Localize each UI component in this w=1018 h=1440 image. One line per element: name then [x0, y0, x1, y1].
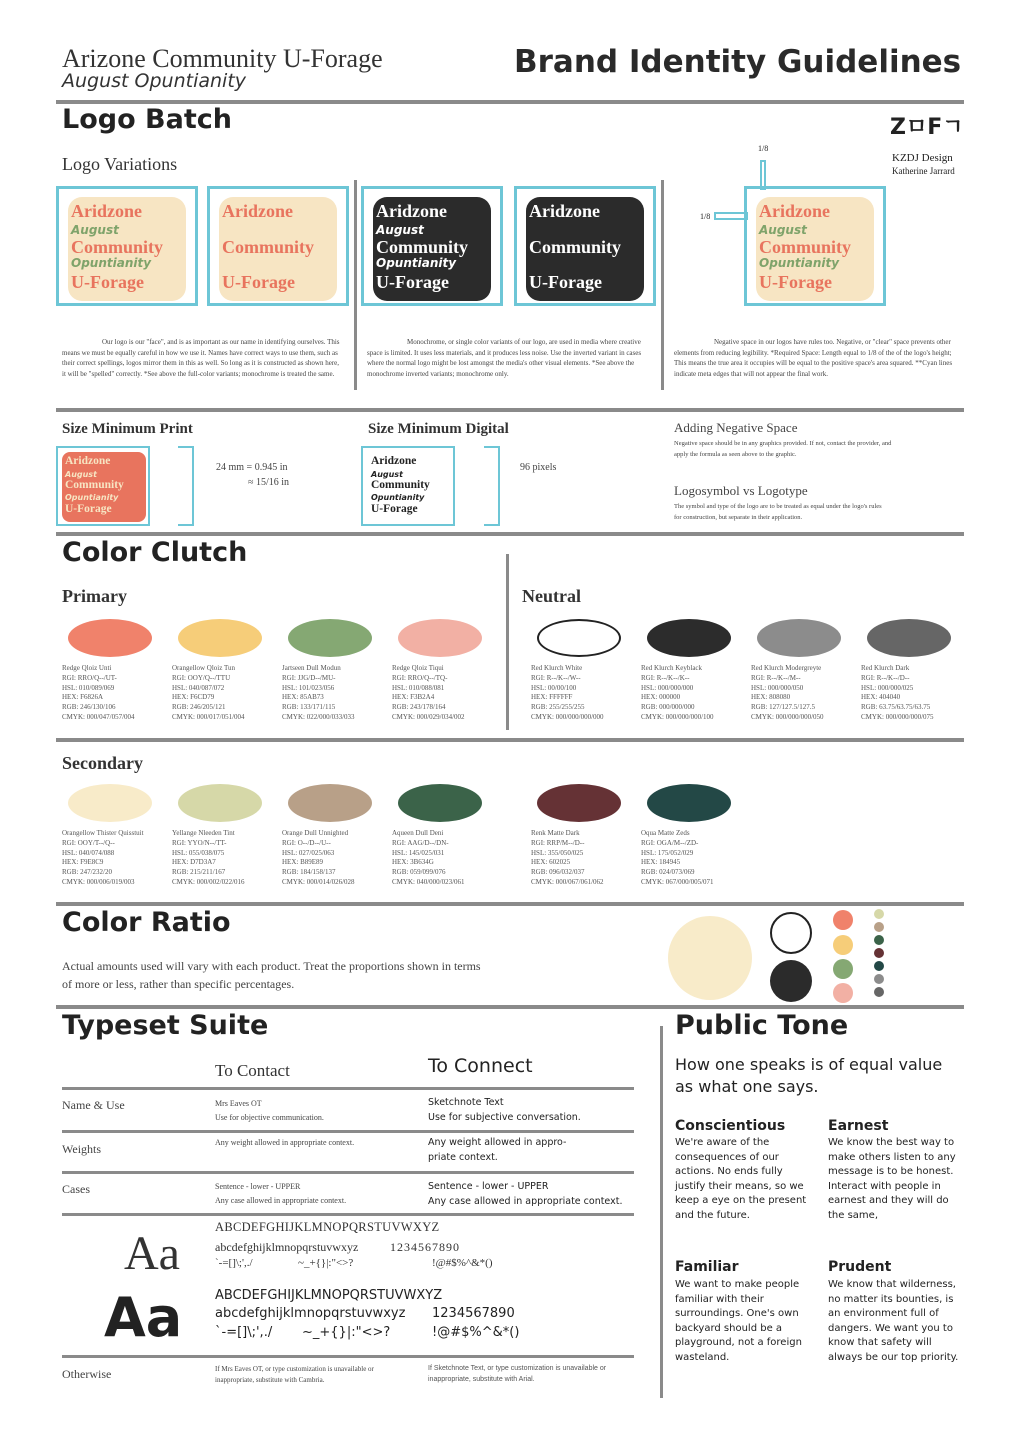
primary-swatch-2 [288, 619, 372, 657]
logo-color-text: Our logo is our "face", and is as important as our name in identifying ourselves. This means we must be equally careful in how we use it. Names have correct ways to use them, such as their correct spellings, logos mirror them in this as well. So long as it is constructed as shown here, it will be "spelled" correctly. *See above the full-color variants; monochrome is treated the same. [62, 338, 340, 378]
designer-name: KZDJ Design [892, 152, 953, 164]
logo-monochrome-logotype: Aridzone Community U-Forage [514, 186, 656, 306]
type-other-label: Otherwise [62, 1367, 112, 1381]
size-print-value-1: 24 mm = 0.945 in [216, 462, 288, 473]
brand-name: Arizone Community U-Forage [62, 44, 383, 73]
type-row-b2-0: Use for subjective conversation. [428, 1112, 581, 1123]
measure-left-marker [714, 212, 748, 220]
section-title-color: Color Clutch [62, 537, 248, 568]
logo-vs-text: The symbol and type of the logo are to be treated as equal under the logo's rules for construction, but separate in their application. [674, 503, 882, 521]
tone-title-2: Familiar [675, 1259, 739, 1275]
type-row-label-0: Name & Use [62, 1098, 125, 1112]
serif-nums: 1234567890 [390, 1240, 460, 1254]
divider [62, 1130, 634, 1133]
brand-tagline: August Opuntianity [62, 70, 247, 92]
logo-space-text: Negative space in our logos have rules too. Negative, or "clear" space prevents other elements from reducing legibility. *Required Space: Length equal to 1/8 of the of the logo's height; This means the true area it occupies will be equal to the positive space's area squared. **Cyan lines indicate meta edges that will not appear the final work. [674, 338, 953, 378]
primary-swatch-label-0: Redge Qloiz Unti RGI: RRO/Q--/UT- HSL: 010/089/069 HEX: F6826A RGB: 246/130/106 CMYK: 000/047/057/004 [62, 664, 135, 721]
ratio-dot-4 [833, 983, 853, 1003]
divider [62, 1355, 634, 1358]
secondary-swatch-2 [288, 784, 372, 822]
ratio-dot-cream [668, 916, 752, 1000]
type-other-b: If Sketchnote Text, or type customization is unavailable or inappropriate, substitute with Arial. [428, 1365, 607, 1383]
type-other-a: If Mrs Eaves OT, or type customization is unavailable or inappropriate, substitute with Cambria. [215, 1365, 374, 1384]
type-row-label-1: Weights [62, 1142, 102, 1156]
ratio-dot-1 [833, 910, 853, 930]
serif-lower: abcdefghijklmnopqrstuvwxyz [215, 1240, 359, 1254]
neutral-swatch-label-2: Red Klurch Modergreyte RGI: R--/K--/M-- HSL: 000/000/050 HEX: 808080 RGB: 127/127.5/127.5 CMYK: 000/000/000/050 [751, 664, 824, 721]
tone-title-0: Conscientious [675, 1118, 786, 1134]
designer-mark: ZㅁFㄱ [890, 115, 964, 140]
serif-upper: ABCDEFGHIJKLMNOPQRSTUVWXYZ [215, 1220, 440, 1234]
ratio-dot-5 [874, 909, 884, 919]
type-row-b1-2: Sentence - lower - UPPER [428, 1181, 549, 1192]
divider [56, 738, 964, 742]
neutral-title: Neutral [522, 586, 581, 606]
size-bracket-digital [484, 446, 500, 526]
divider [661, 180, 664, 390]
size-digital-value: 96 pixels [520, 462, 557, 473]
type-row-a1-2: Sentence - lower - UPPER [215, 1182, 301, 1191]
neutral-swatch-3 [867, 619, 951, 657]
primary-swatch-3 [398, 619, 482, 657]
serif-sym1: `-=[]\;',./ [215, 1257, 253, 1269]
tone-text-1: We know the best way to make others listen to any message is to be honest. Interact with people in earnest and they will do the same, [828, 1137, 956, 1221]
divider [56, 532, 964, 536]
sans-lower: abcdefghijklmnopqrstuvwxyz [215, 1306, 406, 1321]
primary-swatch-1 [178, 619, 262, 657]
divider [62, 1213, 634, 1216]
sans-nums: 1234567890 [432, 1306, 515, 1321]
type-row-b2-1: priate context. [428, 1152, 498, 1163]
type-row-b1-1: Any weight allowed in appro- [428, 1137, 567, 1148]
tone-lead: How one speaks is of equal value as what one says. [675, 1055, 943, 1096]
ratio-dot-white [770, 912, 812, 954]
sans-sym2: ~_+{}|:"<>? [302, 1325, 391, 1340]
serif-sym3: !@#$%^&*() [432, 1257, 493, 1269]
ratio-dot-3 [833, 959, 853, 979]
ratio-dot-10 [874, 974, 884, 984]
secondary-swatch-label-4: Renk Matte Dark RGI: RRP/M--/D-- HSL: 355/050/025 HEX: 602025 RGB: 096/032/037 CMYK: 000/067/061/062 [531, 829, 604, 886]
type-row-b1-0: Sketchnote Text [428, 1097, 504, 1108]
tone-text-2: We want to make people familiar with their surroundings. One's own backyard should be a playground, not a foreign wasteland. [675, 1279, 802, 1363]
secondary-swatch-3 [398, 784, 482, 822]
primary-swatch-label-1: Orangellow Qloiz Tun RGI: OOY/Q--/TTU HSL: 040/087/072 HEX: F6CD79 RGB: 246/205/121 CMYK: 000/017/051/004 [172, 664, 245, 721]
type-row-label-2: Cases [62, 1182, 90, 1196]
divider [62, 1171, 634, 1174]
logo-mono-text: Monochrome, or single color variants of our logo, are used in media where creative space is limited. It uses less materials, and it produces less noise. Use the inverted variant in cases where the normal logo might be lost amongst the media's other visual elements. *See above the monochrome inverted variants; monochrome only. [367, 338, 642, 378]
type-row-a1-1: Any weight allowed in appropriate context. [215, 1138, 355, 1147]
logo-logotype: Aridzone Community U-Forage [207, 186, 349, 306]
primary-swatch-label-2: Jartseen Dull Modun RGI: JJG/D--/MU- HSL: 101/023/056 HEX: 85AB73 RGB: 133/171/115 CMYK: 022/000/033/033 [282, 664, 355, 721]
ratio-dot-8 [874, 948, 884, 958]
type-row-a1-0: Mrs Eaves OT [215, 1099, 262, 1108]
designer-person: Katherine Jarrard [892, 166, 955, 176]
logo-vs-title: Logosymbol vs Logotype [674, 483, 808, 498]
secondary-title: Secondary [62, 753, 143, 773]
sans-sym1: `-=[]\;',./ [215, 1325, 273, 1340]
section-title-tone: Public Tone [675, 1010, 849, 1041]
ratio-dot-11 [874, 987, 884, 997]
neutral-swatch-label-1: Red Klurch Keyblack RGI: R--/K--/K-- HSL: 000/000/000 HEX: 000000 RGB: 000/000/000 CMYK: 000/000/000/100 [641, 664, 714, 721]
divider [660, 1026, 663, 1398]
section-title-logo: Logo Batch [62, 104, 232, 135]
secondary-swatch-0 [68, 784, 152, 822]
ratio-dot-black [770, 960, 812, 1002]
divider [56, 408, 964, 412]
logo-small-print: Aridzone August Community Opuntianity U-Forage [56, 446, 150, 526]
ratio-text: Actual amounts used will vary with each product. Treat the proportions shown in terms of more or less, rather than specific percentages. [62, 959, 481, 991]
primary-title: Primary [62, 586, 127, 606]
ratio-dot-9 [874, 961, 884, 971]
divider [56, 1005, 964, 1009]
primary-swatch-label-3: Redge Qloiz Tiqui RGI: RRO/Q--/TQ- HSL: 010/088/081 HEX: F3B2A4 RGB: 243/178/164 CMYK: 000/029/034/002 [392, 664, 465, 721]
tone-text-0: We're aware of the consequences of our actions. No ends fully justify their means, so we keep a eye on the present and the future. [675, 1137, 807, 1221]
size-bracket-print [178, 446, 194, 526]
type-sample-sans: Aa [104, 1286, 183, 1349]
divider [62, 1087, 634, 1090]
section-title-type: Typeset Suite [62, 1010, 269, 1041]
tone-text-3: We know that wilderness, no matter its bounties, is an environment full of dangers. We want you to know that safety will always be our top priority. [828, 1279, 959, 1363]
secondary-swatch-1 [178, 784, 262, 822]
secondary-swatch-label-3: Aqueen Dull Deni RGI: AAG/D--/DN- HSL: 145/025/031 HEX: 3B634G RGB: 059/099/076 CMYK: 040/000/023/061 [392, 829, 465, 886]
size-print-title: Size Minimum Print [62, 421, 193, 437]
divider [56, 902, 964, 906]
secondary-swatch-5 [647, 784, 731, 822]
logo-negative-space: Aridzone August Community Opuntianity U-Forage [744, 186, 886, 306]
measure-top-label: 1/8 [758, 144, 769, 153]
neutral-swatch-label-0: Red Klurch White RGI: R--/K--/W-- HSL: 00/00/100 HEX: FFFFFF RGB: 255/255/255 CMYK: 000/000/000/000 [531, 664, 604, 721]
logo-monochrome: Aridzone August Community Opuntianity U-Forage [361, 186, 503, 306]
primary-swatch-0 [68, 619, 152, 657]
neutral-swatch-0 [537, 619, 621, 657]
measure-left-label: 1/8 [700, 212, 711, 221]
neutral-swatch-2 [757, 619, 841, 657]
page-title: Brand Identity Guidelines [514, 44, 962, 80]
secondary-swatch-4 [537, 784, 621, 822]
neg-space-text: Negative space should be in any graphics provided. If not, contact the provider, and apply the formula as seen above to the graphic. [674, 440, 892, 458]
type-sample-serif: Aa [124, 1227, 180, 1280]
divider [506, 554, 509, 730]
divider [354, 180, 357, 390]
secondary-swatch-label-1: Yellange Nleeden Tint RGI: YYO/N--/TT- HSL: 055/038/075 HEX: D7D3A7 RGB: 215/211/167 CMYK: 000/002/022/016 [172, 829, 245, 886]
secondary-swatch-label-2: Orange Dull Unnighted RGI: O--/D--/U-- HSL: 027/025/063 HEX: B89E89 RGB: 184/158/137 CMYK: 000/014/026/028 [282, 829, 355, 886]
neg-space-title: Adding Negative Space [674, 420, 798, 435]
serif-sym2: ~_+{}|:"<>? [298, 1257, 354, 1269]
type-col-contact: To Contact [215, 1061, 290, 1080]
logo-full-color: Aridzone August Community Opuntianity U-Forage [56, 186, 198, 306]
tone-title-3: Prudent [828, 1259, 892, 1275]
type-col-connect: To Connect [428, 1055, 533, 1077]
type-row-a2-2: Any case allowed in appropriate context. [215, 1196, 347, 1205]
secondary-swatch-label-5: Oqua Matte Zeds RGI: OGA/M--/ZD- HSL: 175/052/029 HEX: 184945 RGB: 024/073/069 CMYK: 067/000/005/071 [641, 829, 714, 886]
logo-variations-title: Logo Variations [62, 154, 178, 174]
type-row-a2-0: Use for objective communication. [215, 1113, 324, 1122]
logo-small-digital: Aridzone August Community Opuntianity U-Forage [361, 446, 455, 526]
ratio-dot-6 [874, 922, 884, 932]
neutral-swatch-label-3: Red Klurch Dark RGI: R--/K--/D-- HSL: 000/000/025 HEX: 404040 RGB: 63.75/63.75/63.75 CMYK: 000/000/000/075 [861, 664, 934, 721]
sans-sym3: !@#$%^&*() [432, 1325, 520, 1340]
ratio-dot-7 [874, 935, 884, 945]
size-digital-title: Size Minimum Digital [368, 421, 509, 437]
sans-upper: ABCDEFGHIJKLMNOPQRSTUVWXYZ [215, 1288, 443, 1303]
ratio-dot-2 [833, 935, 853, 955]
tone-title-1: Earnest [828, 1118, 889, 1134]
size-print-value-2: ≈ 15/16 in [248, 477, 290, 488]
type-row-b2-2: Any case allowed in appropriate context. [428, 1196, 623, 1207]
secondary-swatch-label-0: Orangellow Thister Quisstuit RGI: OOY/T--/Q-- HSL: 040/074/088 HEX: F9E8C9 RGB: 247/232/20 CMYK: 000/006/019/003 [62, 829, 144, 886]
section-title-ratio: Color Ratio [62, 907, 231, 938]
neutral-swatch-1 [647, 619, 731, 657]
